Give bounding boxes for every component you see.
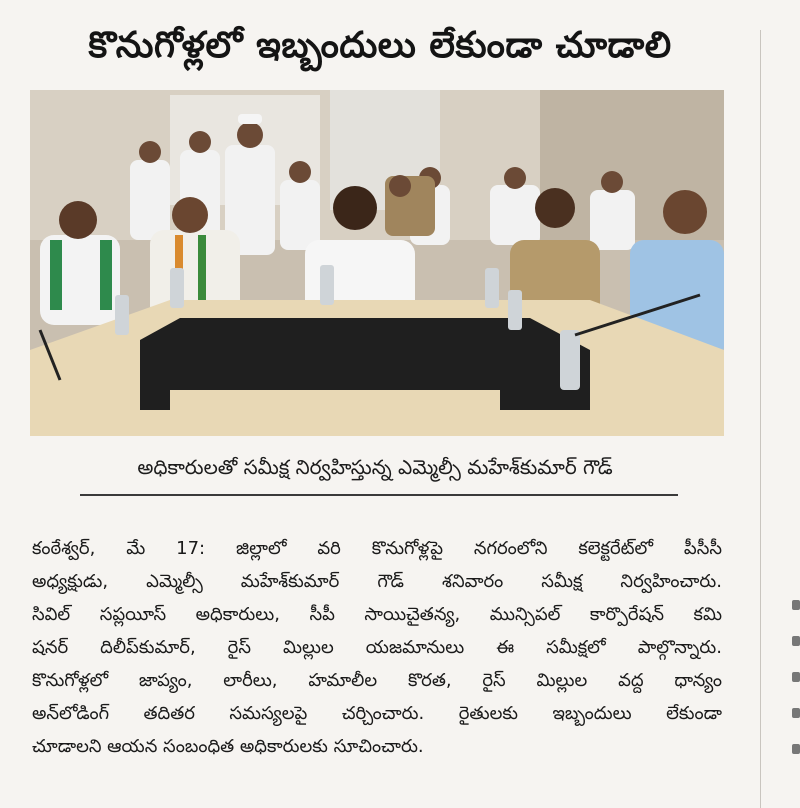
article-body [32, 532, 722, 763]
headline: కొనుగోళ్లలో ఇబ్బందులు లేకుండా చూడాలి [88, 25, 672, 66]
body-line: సివిల్ సప్లయీస్ అధికారులు, సీపీ సాయిచైతన్య, మున్సిపల్ కార్పొరేషన్ కమి [32, 604, 722, 625]
caption-divider [80, 494, 678, 496]
meeting-photo-illustration [30, 90, 724, 436]
body-line: కొనుగోళ్లలో జాప్యం, లారీలు, హమాలీల కొరత, రైస్ మిల్లుల వద్ద ధాన్యం [32, 670, 722, 691]
adjacent-column-fragment [792, 600, 800, 808]
body-line: కంఠేశ్వర్, మే 17: జిల్లాలో వరి కొనుగోళ్లపై నగరంలోని కలెక్టరేట్‌లో పీసీసీ [32, 538, 722, 559]
body-line: చూడాలని ఆయన సంబంధిత అధికారులకు సూచించారు. [32, 736, 424, 757]
photo-caption: అధికారులతో సమీక్ష నిర్వహిస్తున్న ఎమ్మెల్సీ మహేశ్‌కుమార్ గౌడ్ [137, 455, 613, 479]
column-divider [760, 30, 761, 808]
body-line: అన్‌లోడింగ్ తదితర సమస్యలపై చర్చించారు. రైతులకు ఇబ్బందులు లేకుండా [32, 703, 722, 724]
body-line: షనర్ దిలీప్‌కుమార్, రైస్ మిల్లుల యజమానులు ఈ సమీక్షలో పాల్గొన్నారు. [32, 637, 722, 658]
meeting-photo [30, 90, 724, 436]
body-line: అధ్యక్షుడు, ఎమ్మెల్సీ మహేశ్‌కుమార్ గౌడ్ శనివారం సమీక్ష నిర్వహించారు. [32, 571, 722, 592]
